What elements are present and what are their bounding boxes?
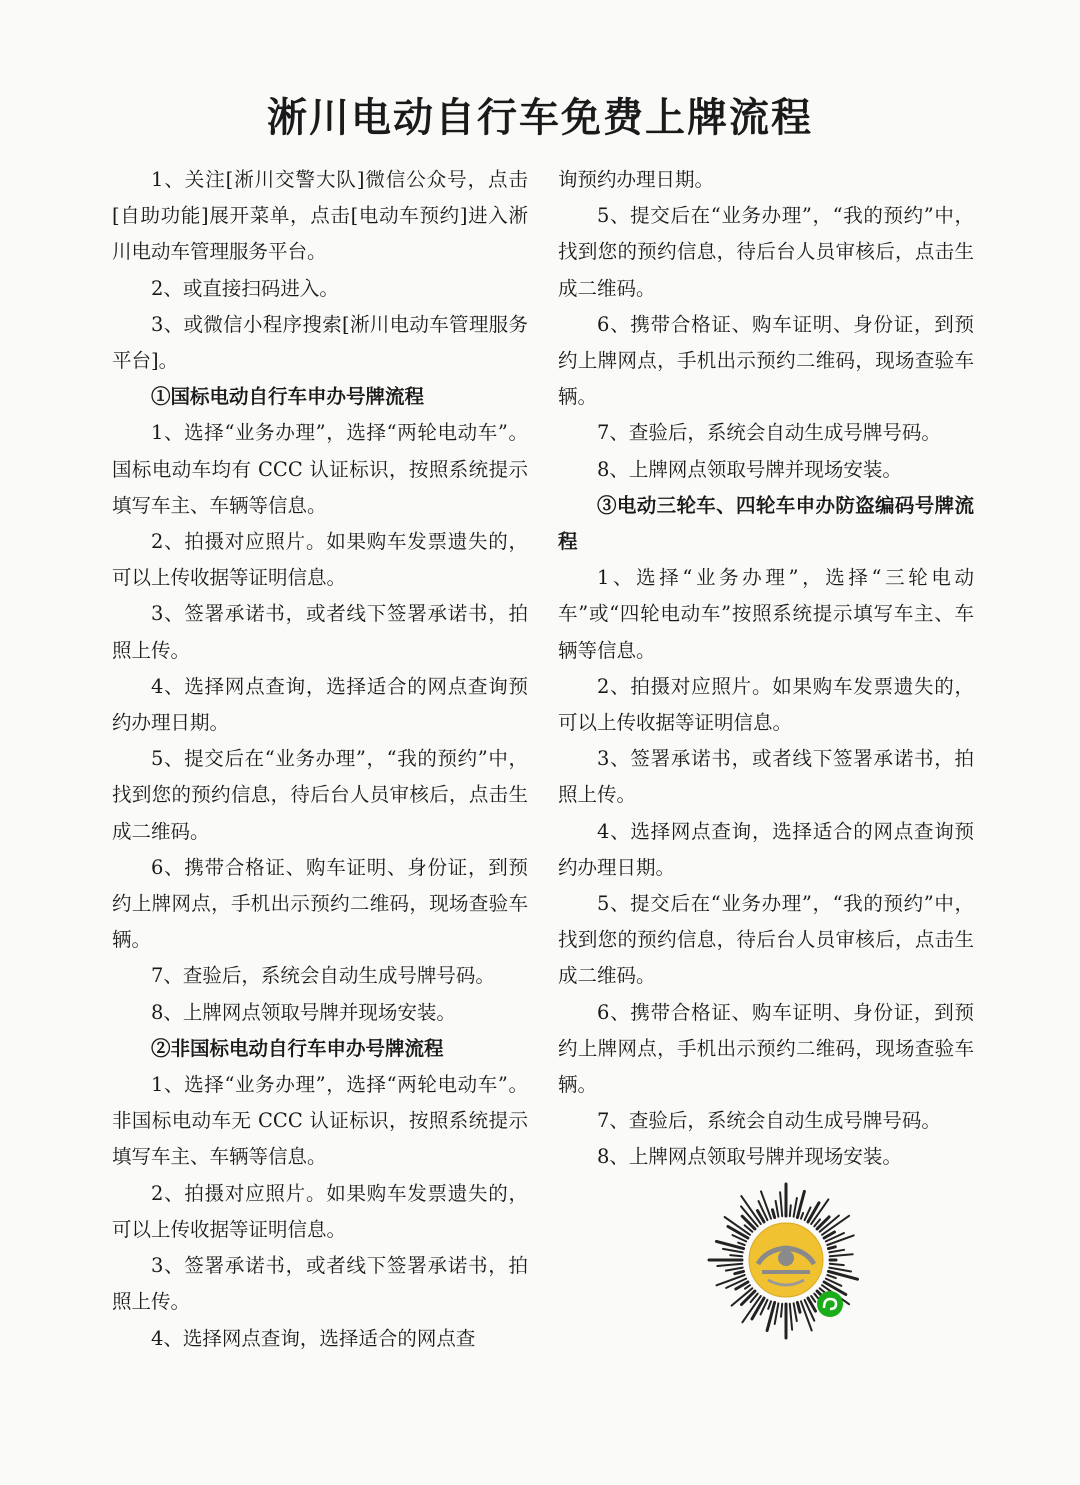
right-paragraph-2: 5、提交后在“业务办理”，“我的预约”中，找到您的预约信息，待后台人员审核后，点击生成二维码。 bbox=[558, 204, 974, 300]
left-paragraph-3: 3、或微信小程序搜索[淅川电动车管理服务平台]。 bbox=[112, 312, 528, 373]
left-paragraph-9: 5、提交后在“业务办理”，“我的预约”中，找到您的预约信息，待后台人员审核后，点击生成二维码。 bbox=[112, 747, 528, 843]
left-column bbox=[112, 162, 528, 1357]
left-paragraph-14: 1、选择“业务办理”，选择“两轮电动车”。非国标电动车无 CCC 认证标识，按照系统提示填写车主、车辆等信息。 bbox=[112, 1073, 528, 1169]
left-paragraph-11: 7、查验后，系统会自动生成号牌号码。 bbox=[151, 964, 495, 988]
right-paragraph-8: 2、拍摄对应照片。如果购车发票遗失的，可以上传收据等证明信息。 bbox=[558, 674, 974, 735]
left-paragraph-1: 1、关注[淅川交警大队]微信公众号，点击[自助功能]展开菜单，点击[电动车预约]进入淅川电动车管理服务平台。 bbox=[112, 168, 528, 264]
section-heading-3: ③电动三轮车、四轮车申办防盗编码号牌流程 bbox=[558, 493, 974, 554]
left-paragraph-15: 2、拍摄对应照片。如果购车发票遗失的，可以上传收据等证明信息。 bbox=[112, 1181, 528, 1241]
right-paragraph-4: 7、查验后，系统会自动生成号牌号码。 bbox=[597, 421, 941, 445]
left-paragraph-10: 6、携带合格证、购车证明、身份证，到预约上牌网点，手机出示预约二维码，现场查验车辆。 bbox=[112, 855, 528, 952]
left-paragraph-2: 2、或直接扫码进入。 bbox=[151, 276, 339, 300]
page-title: 淅川电动自行车免费上牌流程 bbox=[267, 94, 813, 141]
right-paragraph-14: 8、上牌网点领取号牌并现场安装。 bbox=[597, 1145, 902, 1169]
right-paragraph-3: 6、携带合格证、购车证明、身份证，到预约上牌网点，手机出示预约二维码，现场查验车辆。 bbox=[558, 312, 974, 409]
section-heading-1: ①国标电动自行车申办号牌流程 bbox=[151, 385, 425, 409]
right-paragraph-9: 3、签署承诺书，或者线下签署承诺书，拍照上传。 bbox=[558, 747, 974, 807]
right-paragraph-7: 1、选择“业务办理”，选择“三轮电动车”或“四轮电动车”按照系统提示填写车主、车辆等信息。 bbox=[558, 566, 974, 662]
left-paragraph-12: 8、上牌网点领取号牌并现场安装。 bbox=[151, 1000, 456, 1024]
left-paragraph-8: 4、选择网点查询，选择适合的网点查询预约办理日期。 bbox=[112, 674, 528, 735]
left-paragraph-7: 3、签署承诺书，或者线下签署承诺书，拍照上传。 bbox=[112, 602, 528, 662]
right-paragraph-11: 5、提交后在“业务办理”，“我的预约”中，找到您的预约信息，待后台人员审核后，点击生成二维码。 bbox=[558, 892, 974, 988]
mini-program-code-icon[interactable] bbox=[706, 1180, 866, 1340]
right-paragraph-12: 6、携带合格证、购车证明、身份证，到预约上牌网点，手机出示预约二维码，现场查验车辆。 bbox=[558, 1000, 974, 1097]
section-heading-2: ②非国标电动自行车申办号牌流程 bbox=[151, 1036, 444, 1060]
right-paragraph-5: 8、上牌网点领取号牌并现场安装。 bbox=[597, 457, 902, 481]
left-paragraph-17: 4、选择网点查询，选择适合的网点查 bbox=[151, 1326, 476, 1350]
left-paragraph-5: 1、选择“业务办理”，选择“两轮电动车”。国标电动车均有 CCC 认证标识，按照系统提示填写车主、车辆等信息。 bbox=[112, 421, 528, 517]
left-paragraph-16: 3、签署承诺书，或者线下签署承诺书，拍照上传。 bbox=[112, 1254, 528, 1314]
right-continuation: 询预约办理日期。 bbox=[558, 168, 715, 191]
right-column bbox=[558, 162, 974, 1176]
right-paragraph-13: 7、查验后，系统会自动生成号牌号码。 bbox=[597, 1109, 941, 1133]
right-paragraph-10: 4、选择网点查询，选择适合的网点查询预约办理日期。 bbox=[558, 819, 974, 879]
left-paragraph-6: 2、拍摄对应照片。如果购车发票遗失的，可以上传收据等证明信息。 bbox=[112, 530, 528, 590]
